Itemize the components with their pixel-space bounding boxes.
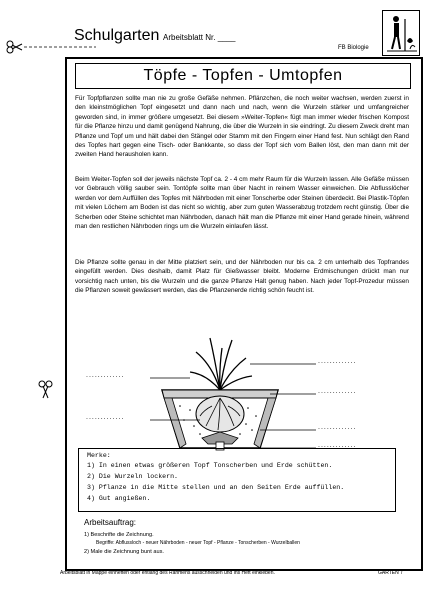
remember-item: 3) Pflanze in die Mitte stellen und an den Seiten Erde auffüllen. bbox=[87, 484, 345, 491]
subject-label: FB Biologie bbox=[338, 45, 369, 51]
scissors-icon bbox=[38, 380, 54, 420]
label-blank: ............. bbox=[318, 388, 357, 395]
paragraph-1: Für Topfpflanzen sollte man nie zu große Gefäße nehmen. Pflänzchen, die noch weiter wachsen, werden zuerst in den kleinstmöglichen Topf eingesetzt und dann nach und nach, wenn die Wurzeln stärker und umfangreicher geworden sind, in immer größere umgesetzt. Bei diesem »Weiter-Topfen« fügt man immer wieder frischen Kompost für die Pflanze hinzu und damit genügend Nahrung, die über die Wurzeln in sie eindringt. Zu diesem Zweck dreht man Pflanze und Topf um und hält dabei den Stängel oder Stamm mit den Fingern einer Hand fest. Nun schlägt den Rand des Topfes hart gegen eine Tisch- oder Bankkante, so dass der Topf sich vom Ballen löst, den man dann mit der zweiten Hand herausholen kann. bbox=[75, 95, 409, 159]
remember-title: Merke: bbox=[87, 452, 111, 459]
paragraph-2: Beim Weiter-Topfen soll der jeweils nächste Topf ca. 2 - 4 cm mehr Raum für die Wurzeln lassen. Alle Gefäße müssen vor Gebrauch völlig sauber sein. Tontöpfe sollte man über Nacht in reinem Wasser einweichen. Die Abflusslöcher werden vor dem Auffüllen des Topfes mit Nährboden mit einer Tonscherbe oder Steinen überdeckt. Bei Plastik-Töpfen mit vielen Löchern am Boden ist das nicht so wichtig, aber zum guten Wasserabzug trotzdem recht günstig. Über die Scherben oder Steine schichtet man Nährboden, danach hält man die Pflanze mit einer Hand gerade hinein, während man den restlichen Nährboden rings um die Wurzeln einlaufen lässt. bbox=[75, 176, 409, 231]
remember-box bbox=[78, 448, 396, 512]
task-title: Arbeitsauftrag: bbox=[84, 518, 137, 527]
remember-item: 1) In einen etwas größeren Topf Tonscherben und Erde schütten. bbox=[87, 462, 333, 469]
header-title: Schulgarten bbox=[74, 27, 160, 44]
gardener-logo-icon bbox=[382, 10, 420, 56]
page-title: Töpfe - Topfen - Umtopfen bbox=[75, 63, 411, 89]
worksheet-number-label: Arbeitsblatt Nr. ____ bbox=[163, 33, 236, 42]
label-blank: ............. bbox=[86, 372, 125, 379]
label-blank: ............. bbox=[318, 442, 357, 449]
footer-page-label: GARTEN 7 bbox=[378, 570, 403, 576]
task-item-2: 2) Male die Zeichnung bunt aus. bbox=[84, 549, 164, 555]
scissors-icon bbox=[7, 41, 22, 53]
paragraph-3: Die Pflanze sollte genau in der Mitte platziert sein, und der Nährboden nur bis ca. 2 cm unterhalb des Topfrandes eingefüllt werden. Dies deshalb, damit Platz für Gießwasser bleibt. Moderne Erdmischungen drückt man nur vorsichtig nach unten, bis die Wurzeln und die ganze Pflanze Halt genug haben. Nach jeder Topf-Prozedur müssen die Pflanzen soweit gewässert werden, das die Pflanzenerde richtig schön feucht ist. bbox=[75, 259, 409, 295]
label-blank: ............. bbox=[318, 424, 357, 431]
footer-instructions: Arbeitsblatt in Mappe einheften oder entlang des Rahmens ausschneiden und ins Heft einkleben. bbox=[60, 570, 275, 576]
task-terms: Begriffe: Abflussloch - neuer Nährboden - neuer Topf - Pflanze - Tonscherben - Wurzelballen bbox=[96, 540, 300, 546]
remember-item: 2) Die Wurzeln lockern. bbox=[87, 473, 179, 480]
potted-plant-illustration bbox=[120, 330, 320, 452]
label-blank: ............. bbox=[86, 414, 125, 421]
label-blank: ............. bbox=[318, 358, 357, 365]
remember-item: 4) Gut angießen. bbox=[87, 495, 151, 502]
task-item-1: 1) Beschrifte die Zeichnung. bbox=[84, 532, 154, 538]
